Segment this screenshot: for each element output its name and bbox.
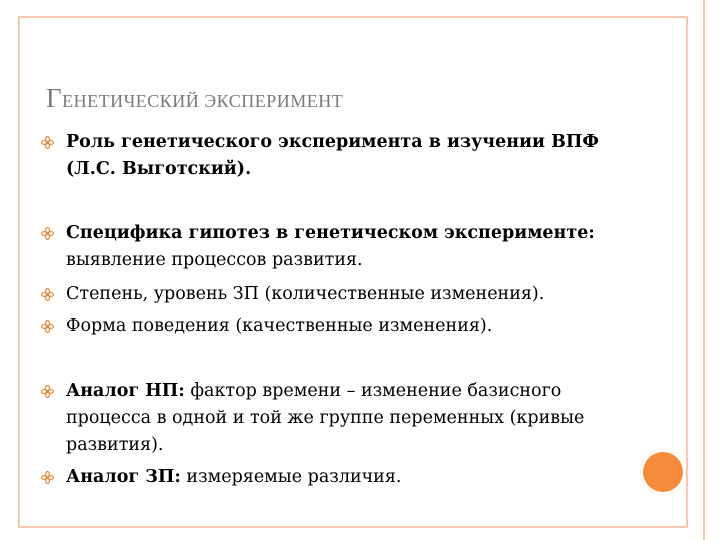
- bullet-item: [66, 464, 626, 491]
- slide-title-initial: Г: [46, 83, 63, 113]
- bullet-bold-text: Роль генетического эксперимента в изучении ВПФ (Л.С. Выготский).: [66, 132, 600, 179]
- bullet-text: Форма поведения (качественные изменения).: [66, 316, 493, 336]
- bullet-text: выявление процессов развития.: [66, 250, 363, 270]
- bullet-item: [66, 129, 626, 183]
- bullet-text: измеряемые различия.: [180, 467, 402, 487]
- bullet-item: [66, 313, 626, 340]
- flower-bullet-icon: [40, 287, 55, 302]
- bullet-text: фактор времени – изменение базисного процесса в одной и той же группе переменных (кривые развития).: [66, 381, 585, 455]
- slide-title-rest: ЕНЕТИЧЕСКИЙ ЭКСПЕРИМЕНТ: [62, 91, 344, 111]
- flower-bullet-icon: [40, 470, 55, 485]
- flower-bullet-icon: [40, 226, 55, 241]
- bullet-bold-text: Специфика гипотез в генетическом эксперименте:: [66, 223, 595, 243]
- flower-bullet-icon: [40, 384, 55, 399]
- bullet-item: [66, 281, 626, 308]
- bullet-text: Степень, уровень ЗП (количественные изменения).: [66, 284, 545, 304]
- flower-bullet-icon: [40, 135, 55, 150]
- bullet-item: [66, 378, 626, 459]
- bullet-item: [66, 220, 626, 274]
- bullet-bold-text: Аналог ЗП:: [66, 467, 181, 487]
- bullet-bold-text: Аналог НП:: [66, 381, 185, 401]
- flower-bullet-icon: [40, 319, 55, 334]
